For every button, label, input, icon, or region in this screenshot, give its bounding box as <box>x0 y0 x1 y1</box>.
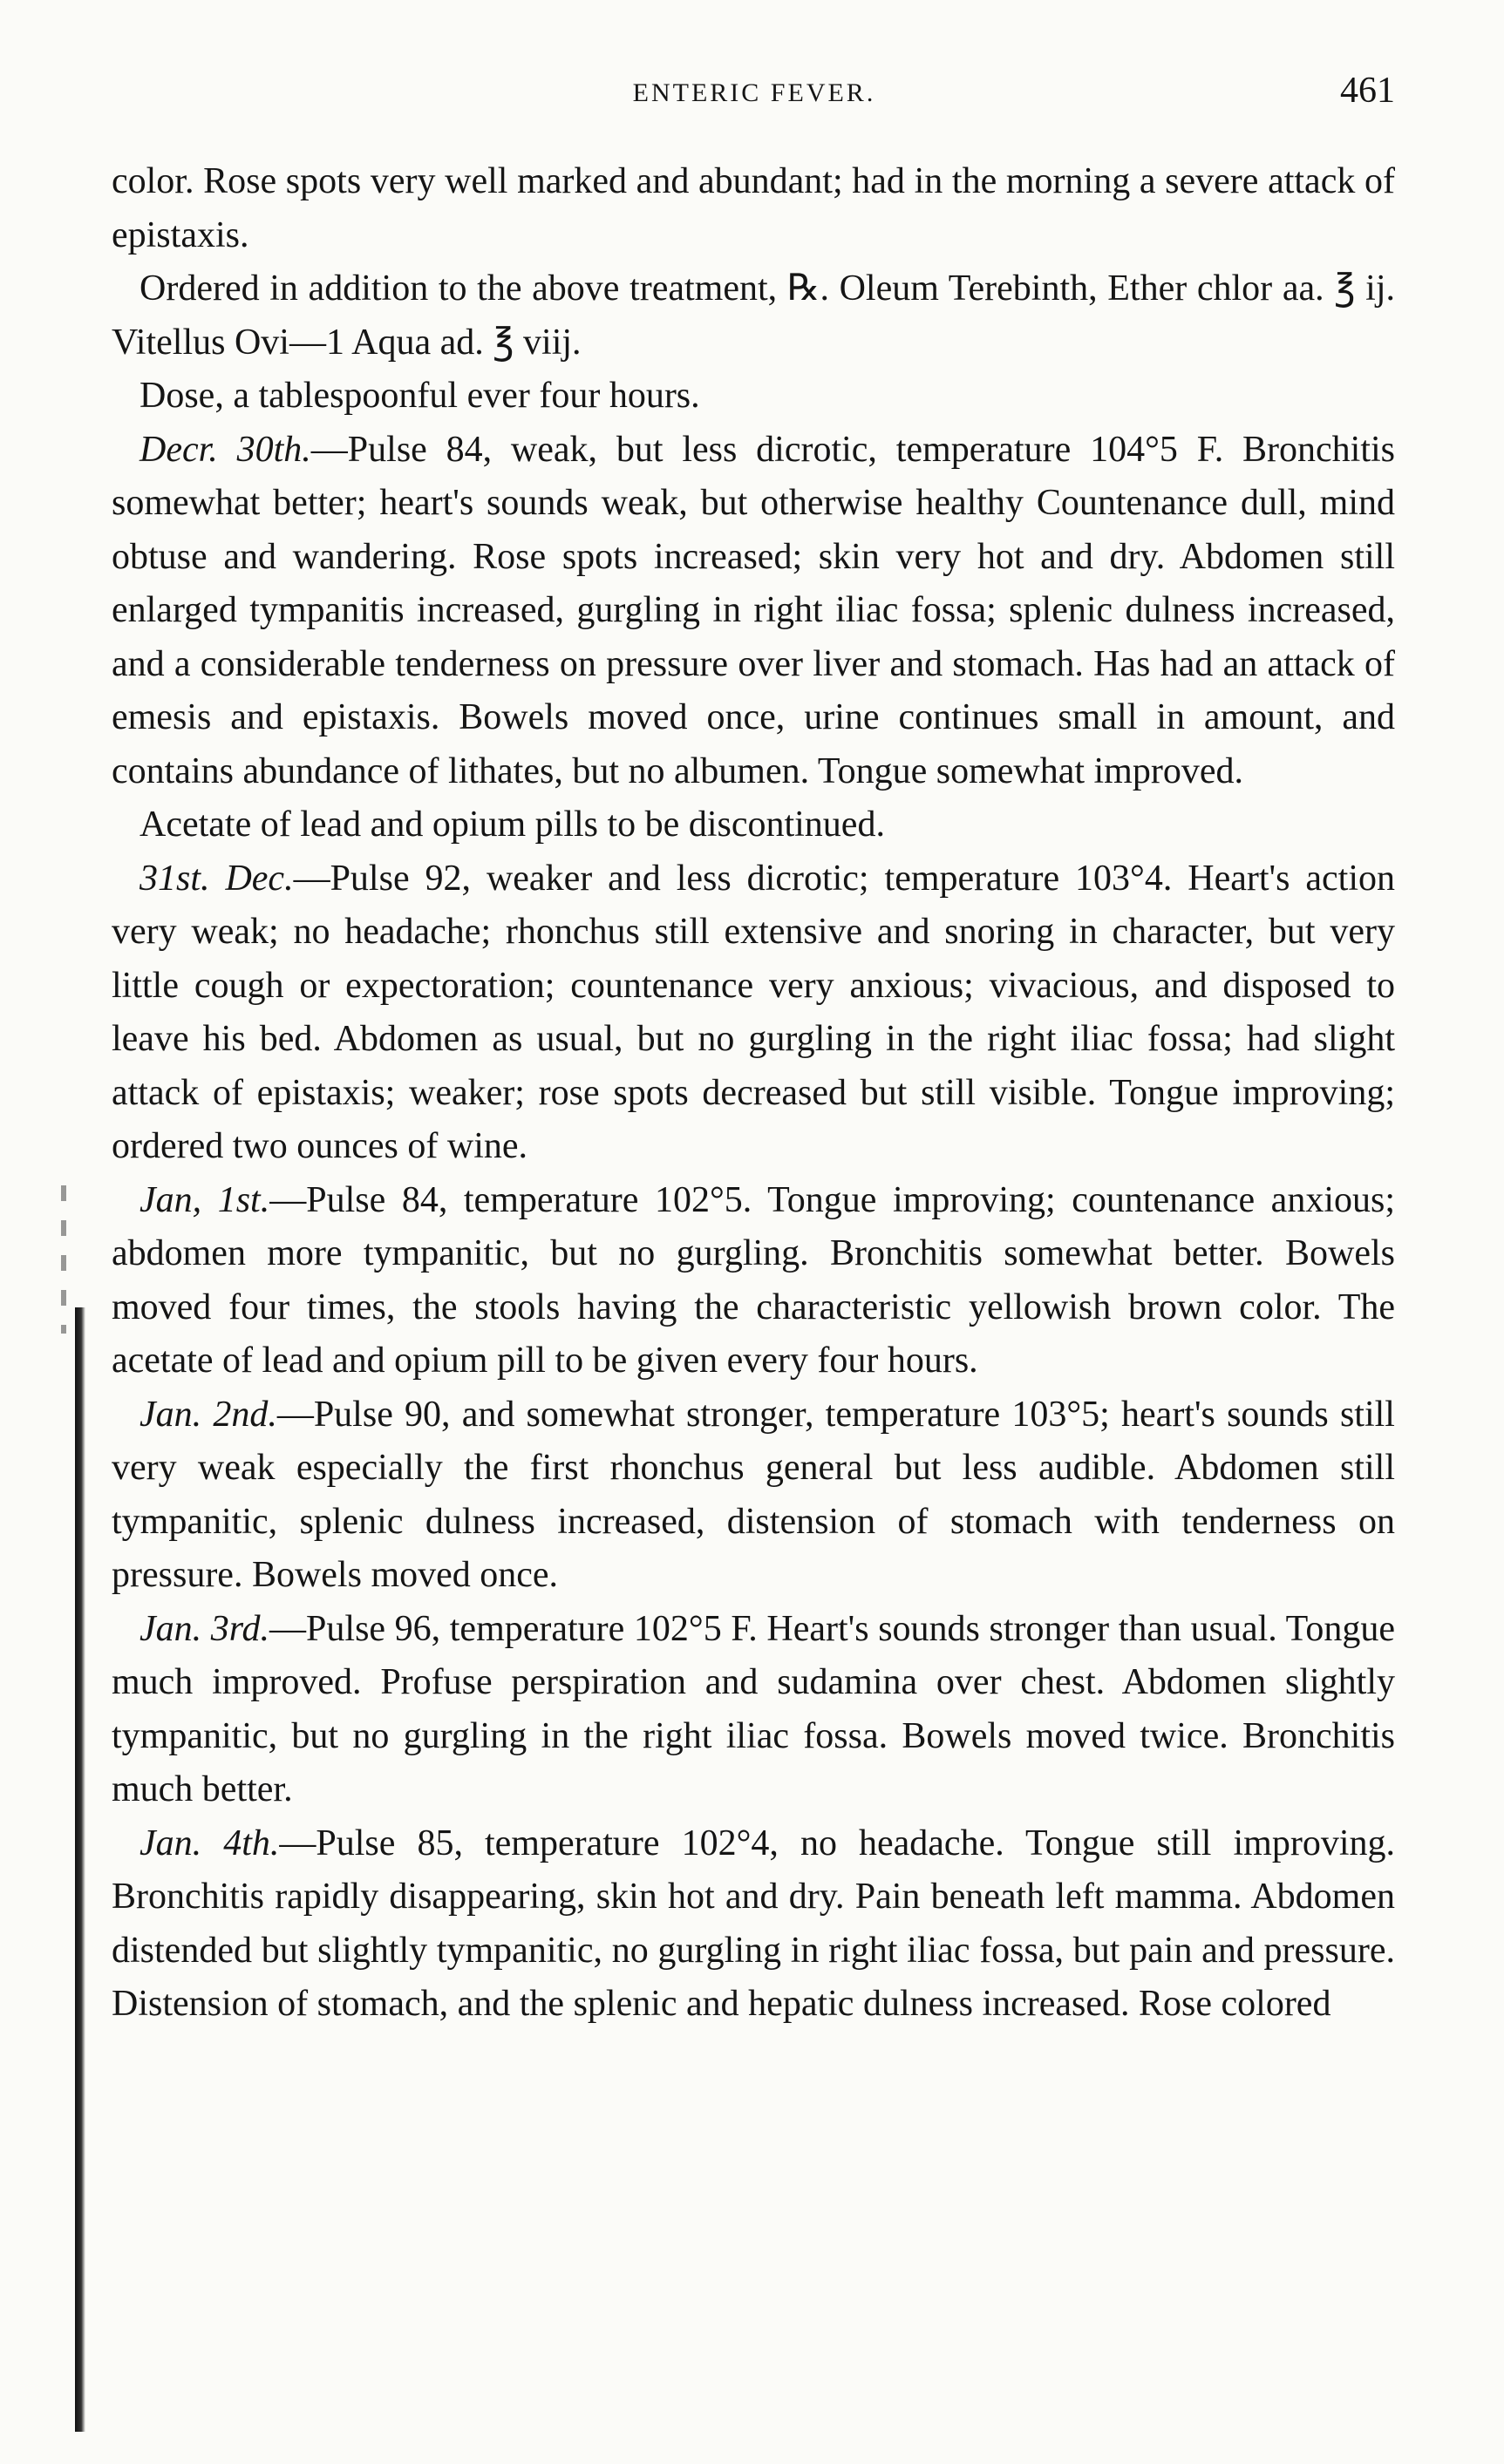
entry-date: Decr. 30th. <box>140 429 311 470</box>
paragraph <box>112 370 1395 424</box>
paragraph <box>112 424 1395 799</box>
entry-date: 31st. Dec. <box>140 858 294 899</box>
paragraph-text: —Pulse 85, temperature 102°4, no headache. Tongue still improving. Bronchitis rapidly disappearing, skin hot and dry. Pain beneath left mamma. Abdomen distended but slightly tympanitic, no gurgling in right iliac fossa, but pain and pressure. Distension of stomach, and the splenic and hepatic dulness increased. Rose colored <box>112 1823 1396 2024</box>
page-number: 461 <box>1340 71 1395 111</box>
entry-date: Jan. 2nd. <box>140 1394 277 1435</box>
entry-date: Jan. 4th. <box>140 1823 280 1863</box>
paragraph <box>112 1388 1395 1603</box>
paragraph-text: Ordered in addition to the above treatment, ℞. Oleum Terebinth, Ether chlor aa. ℥ ij. Vitellus Ovi—1 Aqua ad. ℥ viij. <box>112 268 1395 363</box>
paragraph <box>112 852 1395 1174</box>
paragraph-text: —Pulse 92, weaker and less dicrotic; temperature 103°4. Heart's action very weak; no headache; rhonchus still extensive and snoring in character, but very little cough or expectoration; countenance very anxious; vivacious, and disposed to leave his bed. Abdomen as usual, but no gurgling in the right iliac fossa; had slight attack of epistaxis; weaker; rose spots decreased but still visible. Tongue improving; ordered two ounces of wine. <box>112 858 1395 1166</box>
running-title: ENTERIC FEVER. <box>632 78 876 107</box>
paragraph <box>112 1817 1395 2032</box>
paragraph-text: —Pulse 96, temperature 102°5 F. Heart's sounds stronger than usual. Tongue much improved. Profuse perspiration and sudamina over chest. Abdomen slightly tympanitic, but no gurgling in the right iliac fossa. Bowels moved twice. Bronchitis much better. <box>112 1608 1396 1809</box>
binding-shadow <box>75 1307 85 2432</box>
paragraph-text: —Pulse 90, and somewhat stronger, temperature 103°5; heart's sounds still very weak especially the first rhonchus general but less audible. Abdomen still tympanitic, splenic dulness increased, distension of stomach with tenderness on pressure. Bowels moved once. <box>112 1394 1395 1595</box>
paragraph-text: color. Rose spots very well marked and abundant; had in the morning a severe attack of epistaxis. <box>112 161 1395 255</box>
paragraph <box>112 798 1395 852</box>
body-text <box>112 155 1395 2032</box>
paragraph-text: —Pulse 84, weak, but less dicrotic, temperature 104°5 F. Bronchitis somewhat better; heart's sounds weak, but otherwise healthy Countenance dull, mind obtuse and wandering. Rose spots increased; skin very hot and dry. Abdomen still enlarged tympanitis increased, gurgling in right iliac fossa; splenic dulness increased, and a considerable tenderness on pressure over liver and stomach. Has had an attack of emesis and epistaxis. Bowels moved once, urine continues small in amount, and contains abundance of lithates, but no albumen. Tongue somewhat improved. <box>112 429 1395 791</box>
entry-date: Jan. 3rd. <box>140 1608 270 1649</box>
margin-marks <box>61 1185 66 1334</box>
paragraph-text: Dose, a tablespoonful ever four hours. <box>140 376 700 416</box>
entry-date: Jan, 1st. <box>140 1179 270 1220</box>
paragraph-text: Acetate of lead and opium pills to be discontinued. <box>140 804 885 845</box>
paragraph <box>112 1174 1395 1388</box>
paragraph-text: —Pulse 84, temperature 102°5. Tongue improving; countenance anxious; abdomen more tympanitic, but no gurgling. Bronchitis somewhat better. Bowels moved four times, the stools having the characteristic yellowish brown color. The acetate of lead and opium pill to be given every four hours. <box>112 1179 1396 1381</box>
paragraph <box>112 262 1395 370</box>
paragraph <box>112 155 1395 262</box>
page-header <box>113 70 1395 122</box>
paragraph <box>112 1603 1395 1817</box>
